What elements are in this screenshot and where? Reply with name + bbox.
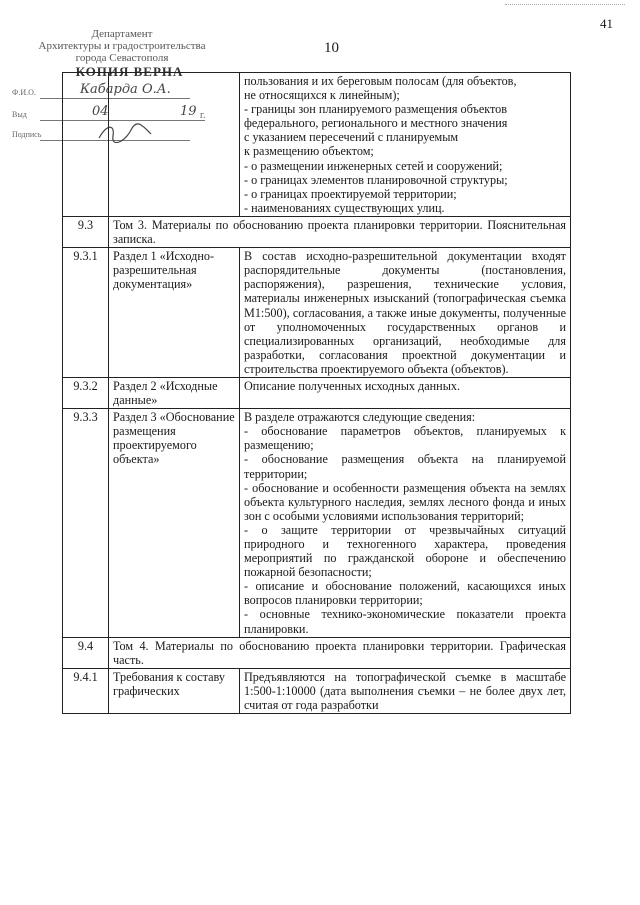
section-name: Раздел 3 «Обоснование размещения проектируемого объекта» [109,409,240,638]
content-line: не относящихся к линейным); [244,88,400,103]
row-number: 9.3.1 [63,248,109,378]
content-line: - обоснование параметров объектов, планируемых к размещению; [244,424,566,453]
volume-title: Том 4. Материалы по обоснованию проекта планировки территории. Графическая часть. [109,637,571,668]
section-content [240,668,571,713]
content-line: - наименованиях существующих улиц. [244,200,445,215]
content-line: Описание полученных исходных данных. [244,378,461,393]
section-name: Раздел 1 «Исходно-разрешительная документация» [109,248,240,378]
content-line: с указанием пересечений с планируемым [244,130,459,145]
content-line: В состав исходно-разрешительной документации входят распорядительные документы (постановления, распоряжения), разрешения, технические условия, материалы инженерных изысканий (топографическая съемка М1:500), согласования, а также иные документы, полученные от уполномоченных государственных органов и специализированных организаций, необходимые для разработки, согласования проектной документации и строительства проектируемого объекта (объектов). [244,249,566,376]
table-row [63,73,571,217]
content-line: - о размещении инженерных сетей и сооружений; [244,158,503,173]
corner-page-number: 41 [600,16,613,31]
requirements-table [62,72,571,714]
section-name: Требования к составу графических [109,668,240,713]
section-content [240,377,571,408]
page-number: 10 [324,40,339,56]
stamp-row-sign: Подпись [12,130,42,139]
content-line: федерального, регионального и местного значения [244,116,508,131]
volume-title: Том 3. Материалы по обоснованию проекта планировки территории. Пояснительная записка. [109,216,571,247]
content-line: - о границах элементов планировочной структуры; [244,172,508,187]
content-line: пользования и их береговым полосам (для объектов, [244,74,517,88]
table-row [63,409,571,638]
section-content [240,73,571,217]
row-number: 9.3.2 [63,377,109,408]
section-name [109,73,240,217]
stamp-year-value: 19 [180,104,197,119]
row-number: 9.4.1 [63,668,109,713]
stamp-org-line2: Архитектуры и градостроительства [38,40,206,52]
content-line: к размещению объектом; [244,144,374,159]
content-line: Предъявляются на топографической съемке в масштабе 1:500-1:10000 (дата выполнения съемки – не более двух лет, считая от года разработки [244,669,566,713]
stamp-signature-name: Кабарда О.А. [80,82,171,97]
stamp-year-suffix: г. [200,110,206,121]
row-number [63,73,109,217]
content-line: - обоснование размещения объекта на планируемой территории; [244,452,566,481]
section-content [240,409,571,638]
stamp-row-fio: Ф.И.О. [12,88,36,97]
table-row [63,216,571,247]
top-dotted-line [505,4,625,5]
table-row [63,668,571,713]
stamp-date-value: 04 [92,104,109,119]
section-content [240,248,571,378]
row-number: 9.4 [63,637,109,668]
row-number: 9.3 [63,216,109,247]
section-name: Раздел 2 «Исходные данные» [109,377,240,408]
content-line: В разделе отражаются следующие сведения: [244,410,476,425]
stamp-org-line1: Департамент [91,28,153,40]
content-line: - о защите территории от чрезвычайных ситуаций природного и техногенного характера, проведения мероприятий по гражданской обороне и обеспечению пожарной безопасности; [244,522,566,580]
table-row [63,248,571,378]
table-row [63,637,571,668]
stamp-copy-mark: КОПИЯ ВЕРНА [75,64,184,79]
stamp-row-date: Выд [12,110,27,119]
content-line: - границы зон планируемого размещения объектов [244,102,508,117]
stamp-org-line3: города Севастополя [75,52,169,64]
row-number: 9.3.3 [63,409,109,638]
content-line: - описание и обоснование положений, касающихся иных вопросов планировки территории; [244,579,566,608]
content-line: - основные технико-экономические показатели проекта планировки. [244,607,566,636]
table-row [63,377,571,408]
certification-stamp [12,28,247,78]
content-line: - обоснование и особенности размещения объекта на землях объекта культурного наследия, землях лесного фонда и иных зон с особыми условиями использования территорий; [244,480,566,523]
content-line: - о границах проектируемой территории; [244,186,457,201]
